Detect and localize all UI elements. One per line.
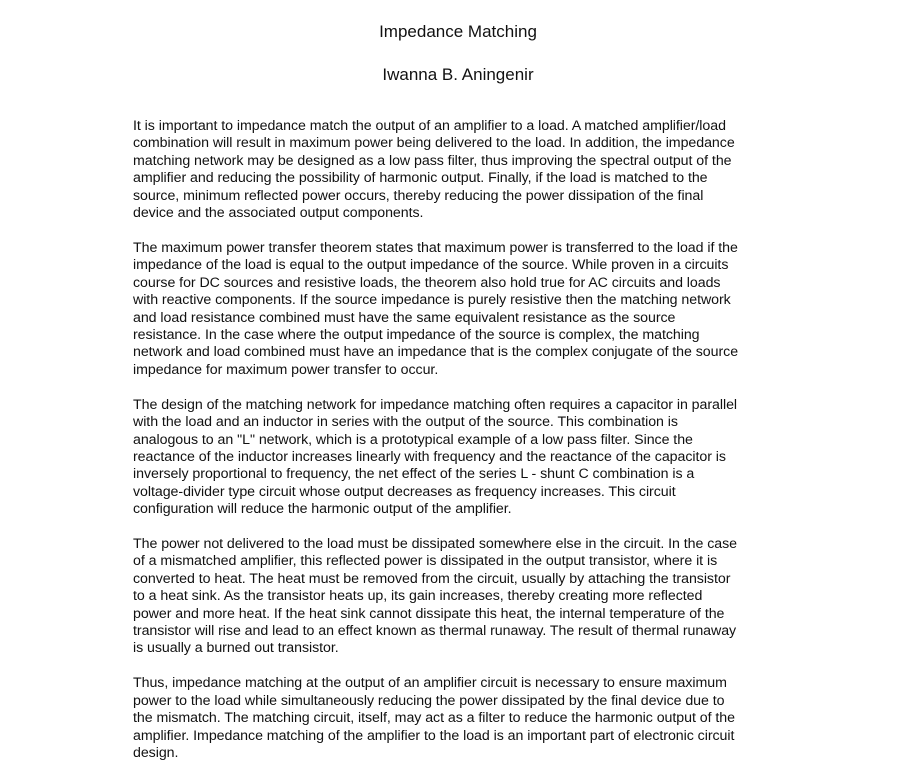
document-author: Iwanna B. Aningenir: [382, 65, 534, 84]
paragraph-3: The design of the matching network for impedance matching often requires a capacitor in parallel with the load and an inductor in series with the output of the source. This combination is analogous to an "L" network, which is a prototypical example of a low pass filter. Since the reactance of the inductor increases linearly with frequency and the reactance of the capacitor is inversely proportional to frequency, the net effect of the series L - shunt C combination is a voltage-divider type circuit whose output decreases as frequency increases. This circuit configuration will reduce the harmonic output of the amplifier.: [133, 396, 738, 518]
paragraph-5: Thus, impedance matching at the output of an amplifier circuit is necessary to ensure maximum power to the load while simultaneously reducing the power dissipated by the final device due to the mismatch. The matching circuit, itself, may act as a filter to reduce the harmonic output of the amplifier. Impedance matching of the amplifier to the load is an important part of electronic circuit design.: [133, 675, 735, 761]
paragraph-4: The power not delivered to the load must be dissipated somewhere else in the circuit. In the case of a mismatched amplifier, this reflected power is dissipated in the output transistor, where it is converted to heat. The heat must be removed from the circuit, usually by attaching the transistor to a heat sink. As the transistor heats up, its gain increases, thereby creating more reflected power and more heat. If the heat sink cannot dissipate this heat, the internal temperature of the transistor will rise and lead to an effect known as thermal runaway. The result of thermal runaway is usually a burned out transistor.: [133, 536, 737, 657]
paragraph-2: The maximum power transfer theorem states that maximum power is transferred to the load if the impedance of the load is equal to the output impedance of the source. While proven in a circuits course for DC sources and resistive loads, the theorem also hold true for AC circuits and loads with reactive components. If the source impedance is purely resistive then the matching network and load resistance combined must have the same equivalent resistance as the source resistance. In the case where the output impedance of the source is complex, the matching network and load combined must have an impedance that is the complex conjugate of the source impedance for maximum power transfer to occur.: [133, 239, 739, 378]
document-body: [133, 118, 783, 780]
document-title: Impedance Matching: [379, 22, 537, 41]
paragraph-1: It is important to impedance match the output of an amplifier to a load. A matched amplifier/load combination will result in maximum power being delivered to the load. In addition, the impedance matching network may be designed as a low pass filter, thus improving the spectral output of the amplifier and reducing the possibility of harmonic output. Finally, if the load is matched to the source, minimum reflected power occurs, thereby reducing the power dissipation of the final device and the associated output components.: [133, 118, 735, 222]
